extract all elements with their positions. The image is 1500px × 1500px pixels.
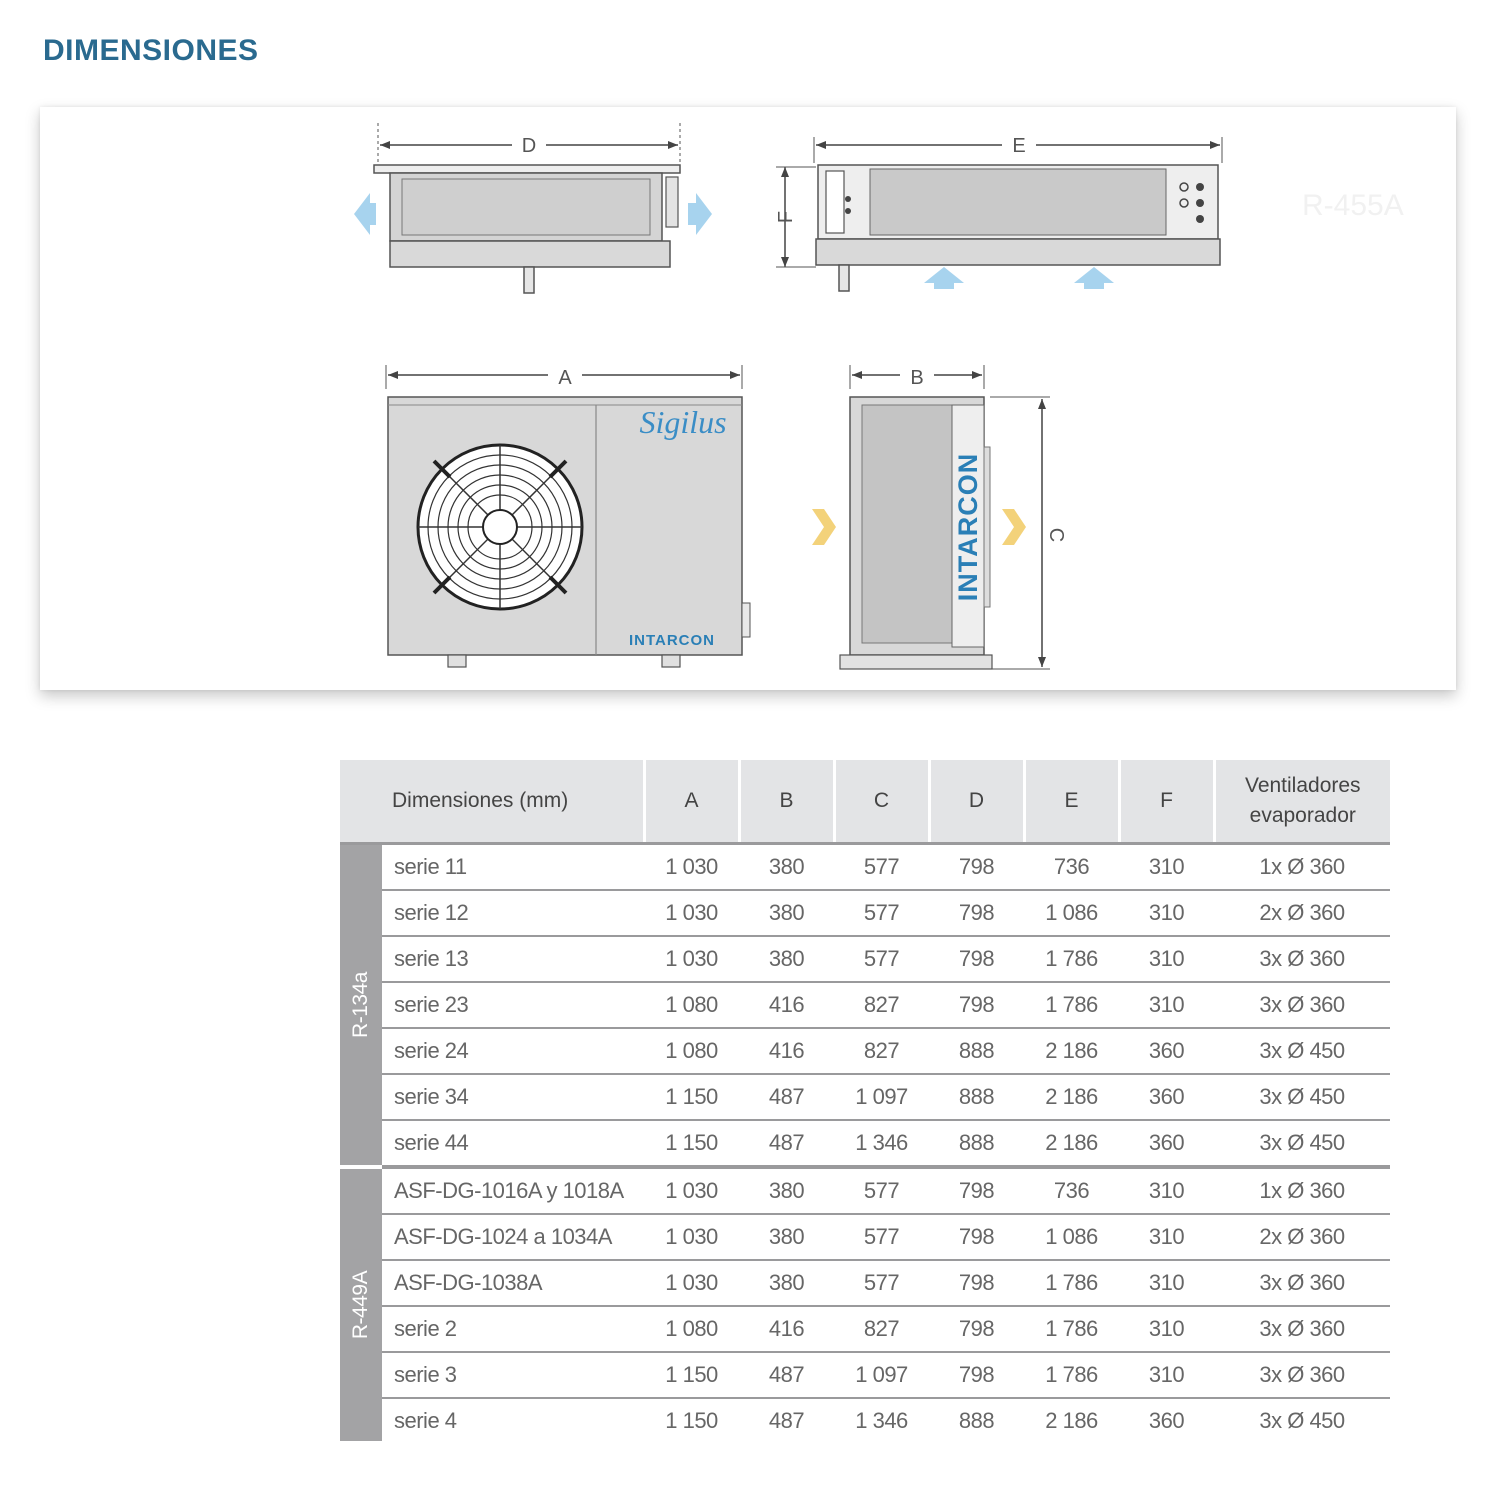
cell-b: 380 (739, 844, 834, 891)
header-d: D (929, 760, 1024, 844)
cell-a: 1 150 (644, 1120, 739, 1167)
evaporator-side-view (354, 123, 712, 293)
cell-fans: 3x Ø 360 (1214, 936, 1390, 982)
cell-a: 1 150 (644, 1074, 739, 1120)
cell-d: 888 (929, 1028, 1024, 1074)
cell-e: 736 (1024, 844, 1119, 891)
table-row (340, 1398, 1390, 1443)
cell-a: 1 150 (644, 1352, 739, 1398)
cell-e: 2 186 (1045, 1408, 1098, 1433)
cell-c: 1 346 (855, 1408, 908, 1433)
table-row (340, 1074, 1390, 1120)
table-row (340, 1028, 1390, 1074)
table-row (340, 890, 1390, 936)
cell-f: 310 (1119, 1260, 1214, 1306)
airflow-in-arrow (812, 509, 836, 545)
airflow-left-arrow (354, 193, 376, 235)
cell-d: 798 (929, 1306, 1024, 1352)
cell-c: 827 (834, 1306, 929, 1352)
cell-b: 487 (739, 1352, 834, 1398)
cell-b: 416 (739, 1028, 834, 1074)
cell-fans: 1x Ø 360 (1214, 844, 1390, 891)
cell-model: serie 44 (382, 1120, 644, 1167)
evaporator-front-view (775, 133, 1222, 291)
sigilus-logo: Sigilus (639, 404, 727, 440)
cell-fans: 3x Ø 450 (1259, 1408, 1345, 1433)
cell-model: serie 23 (382, 982, 644, 1028)
cell-c: 1 346 (834, 1120, 929, 1167)
cell-e: 1 786 (1024, 982, 1119, 1028)
cell-model: serie 24 (382, 1028, 644, 1074)
cell-c: 577 (834, 936, 929, 982)
dimensions-diagram (40, 107, 1456, 690)
refrigerant-watermark: R-455A (1302, 189, 1404, 222)
cell-d: 798 (929, 982, 1024, 1028)
cell-f: 360 (1119, 1120, 1214, 1167)
cell-d: 798 (929, 890, 1024, 936)
cell-fans: 3x Ø 360 (1214, 982, 1390, 1028)
table-row (340, 1306, 1390, 1352)
table-row (340, 1167, 1390, 1214)
table-row (340, 1120, 1390, 1167)
cell-f: 310 (1119, 936, 1214, 982)
dimension-d-label: D (521, 135, 537, 157)
table-row (340, 1352, 1390, 1398)
header-a: A (644, 760, 739, 844)
condensing-unit-side-view (812, 363, 1067, 669)
cell-f: 310 (1119, 1352, 1214, 1398)
cell-f: 310 (1119, 982, 1214, 1028)
cell-b: 487 (739, 1074, 834, 1120)
airflow-up-arrow-2 (1074, 267, 1114, 289)
cell-b: 380 (739, 1167, 834, 1214)
dimension-e-label: E (1012, 135, 1026, 157)
cell-c: 577 (834, 1214, 929, 1260)
cell-b: 380 (739, 1260, 834, 1306)
cell-d: 798 (929, 1260, 1024, 1306)
cell-a: 1 030 (644, 936, 739, 982)
cell-model: serie 2 (382, 1306, 644, 1352)
dimension-a-label: A (558, 367, 572, 389)
cell-b: 380 (739, 1214, 834, 1260)
header-b: B (739, 760, 834, 844)
cell-b: 380 (739, 936, 834, 982)
cell-f: 310 (1119, 844, 1214, 891)
cell-model: serie 11 (382, 844, 644, 891)
header-e: E (1024, 760, 1119, 844)
cell-model: serie 34 (382, 1074, 644, 1120)
cell-a: 1 030 (644, 1260, 739, 1306)
intarcon-logo: INTARCON (628, 632, 716, 649)
cell-c: 577 (834, 1167, 929, 1214)
cell-f: 310 (1119, 1214, 1214, 1260)
cell-a: 1 080 (644, 1306, 739, 1352)
airflow-up-arrow-1 (924, 267, 964, 289)
table-row (340, 1260, 1390, 1306)
cell-model: serie 12 (382, 890, 644, 936)
cell-e: 1 786 (1024, 1352, 1119, 1398)
cell-a: 1 080 (644, 1028, 739, 1074)
dimension-c-label: C (1045, 527, 1067, 543)
cell-f: 360 (1119, 1074, 1214, 1120)
cell-model: serie 3 (382, 1352, 644, 1398)
cell-model: ASF-DG-1024 a 1034A (382, 1214, 644, 1260)
refrigerant-group-label: R-134a (340, 844, 382, 1168)
cell-fans: 3x Ø 450 (1214, 1028, 1390, 1074)
intarcon-side-logo: INTARCON (953, 452, 983, 602)
table-row (340, 844, 1390, 891)
cell-b: 416 (739, 1306, 834, 1352)
cell-e: 1 786 (1024, 1306, 1119, 1352)
page-title: DIMENSIONES (43, 34, 259, 67)
header-fans: Ventiladores evaporador (1214, 760, 1390, 844)
cell-fans: 3x Ø 360 (1214, 1260, 1390, 1306)
fan-grille-icon (418, 445, 582, 609)
cell-d: 798 (929, 1167, 1024, 1214)
cell-d: 798 (929, 844, 1024, 891)
cell-d: 888 (929, 1120, 1024, 1167)
cell-d: 798 (929, 1214, 1024, 1260)
cell-fans: 2x Ø 360 (1214, 1214, 1390, 1260)
cell-c: 1 097 (834, 1074, 929, 1120)
cell-a: 1 030 (644, 1214, 739, 1260)
cell-f: 360 (1119, 1028, 1214, 1074)
cell-e: 2 186 (1024, 1028, 1119, 1074)
cell-f: 310 (1119, 1306, 1214, 1352)
cell-a: 1 030 (644, 890, 739, 936)
table-row (340, 936, 1390, 982)
cell-model: ASF-DG-1016A y 1018A (382, 1167, 644, 1214)
cell-d: 888 (929, 1074, 1024, 1120)
cell-c: 577 (834, 844, 929, 891)
cell-a: 1 030 (644, 844, 739, 891)
cell-e: 1 086 (1024, 1214, 1119, 1260)
airflow-out-arrow (1002, 509, 1026, 545)
cell-f: 310 (1119, 1167, 1214, 1214)
cell-a: 1 150 (665, 1408, 718, 1433)
cell-c: 577 (834, 890, 929, 936)
cell-a: 1 030 (644, 1167, 739, 1214)
cell-fans: 3x Ø 450 (1214, 1074, 1390, 1120)
cell-e: 736 (1024, 1167, 1119, 1214)
cell-a: 1 080 (644, 982, 739, 1028)
cell-e: 1 786 (1024, 936, 1119, 982)
cell-f: 360 (1148, 1408, 1185, 1433)
cell-c: 827 (834, 982, 929, 1028)
cell-d: 798 (929, 1352, 1024, 1398)
cell-e: 2 186 (1024, 1120, 1119, 1167)
cell-b: 487 (768, 1408, 805, 1433)
dimension-f-label: F (775, 210, 797, 224)
table-row (340, 1214, 1390, 1260)
cell-b: 487 (739, 1120, 834, 1167)
cell-fans: 3x Ø 360 (1214, 1306, 1390, 1352)
dimension-b-label: B (910, 367, 924, 389)
header-model: Dimensiones (mm) (340, 760, 644, 844)
table-header-row (340, 760, 1390, 844)
cell-model: ASF-DG-1038A (382, 1260, 644, 1306)
cell-model: serie 4 (394, 1408, 457, 1433)
cell-e: 2 186 (1024, 1074, 1119, 1120)
header-f: F (1119, 760, 1214, 844)
cell-d: 798 (929, 936, 1024, 982)
cell-b: 416 (739, 982, 834, 1028)
cell-fans: 2x Ø 360 (1214, 890, 1390, 936)
cell-d: 888 (958, 1408, 995, 1433)
table-row (340, 982, 1390, 1028)
condensing-unit-front-view (386, 363, 750, 667)
cell-c: 1 097 (834, 1352, 929, 1398)
cell-e: 1 086 (1024, 890, 1119, 936)
cell-b: 380 (739, 890, 834, 936)
cell-fans: 3x Ø 450 (1214, 1120, 1390, 1167)
cell-model: serie 13 (382, 936, 644, 982)
cell-c: 827 (834, 1028, 929, 1074)
cell-fans: 3x Ø 360 (1214, 1352, 1390, 1398)
cell-e: 1 786 (1024, 1260, 1119, 1306)
header-c: C (834, 760, 929, 844)
refrigerant-group-label: R-449A (340, 1167, 382, 1443)
cell-c: 577 (834, 1260, 929, 1306)
cell-fans: 1x Ø 360 (1214, 1167, 1390, 1214)
cell-f: 310 (1119, 890, 1214, 936)
airflow-right-arrow (688, 193, 712, 235)
dimensions-table (340, 760, 1390, 1445)
